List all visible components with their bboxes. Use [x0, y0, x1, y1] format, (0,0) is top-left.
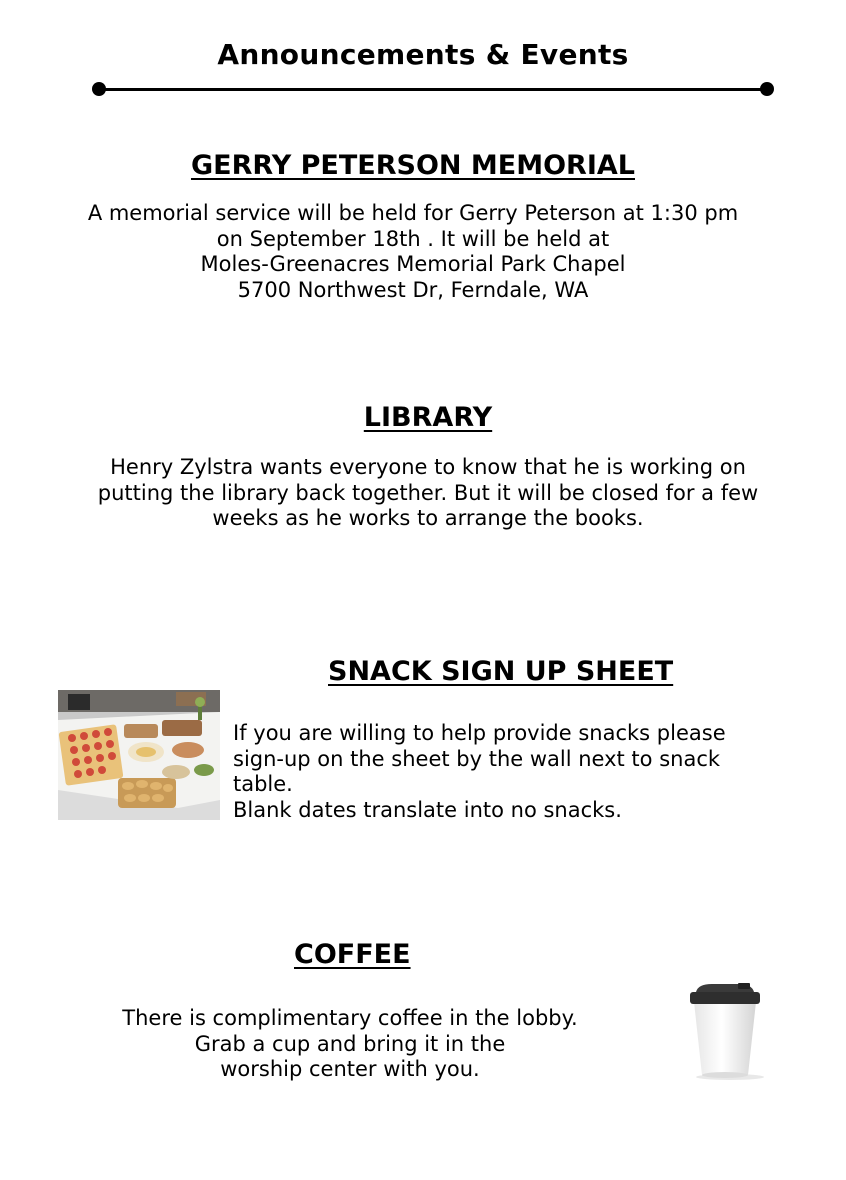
snack-heading: SNACK SIGN UP SHEET — [328, 656, 674, 687]
memorial-line: on September 18th . It will be held at — [216, 226, 610, 251]
coffee-line: There is complimentary coffee in the lobby. — [122, 1006, 578, 1030]
divider-dot-left — [92, 82, 106, 96]
snack-table-photo — [58, 690, 220, 820]
memorial-text — [40, 201, 786, 303]
library-line: weeks as he works to arrange the books. — [212, 506, 644, 530]
coffee-text — [90, 1006, 610, 1083]
memorial-line: Moles-Greenacres Memorial Park Chapel — [200, 252, 626, 276]
coffee-line: worship center with you. — [220, 1057, 480, 1081]
page-title: Announcements & Events — [217, 38, 629, 71]
memorial-line: A memorial service will be held for Gerry Peterson at 1:30 pm — [87, 201, 739, 225]
coffee-heading: COFFEE — [294, 939, 411, 970]
coffee-cup-icon — [682, 980, 774, 1082]
snack-line: Blank dates translate into no snacks. — [233, 797, 622, 822]
memorial-heading: GERRY PETERSON MEMORIAL — [190, 150, 635, 181]
snack-text — [233, 721, 823, 823]
memorial-line: 5700 Northwest Dr, Ferndale, WA — [237, 277, 589, 302]
library-line: putting the library back together. But it will be closed for a few — [97, 480, 759, 505]
library-text — [56, 455, 800, 532]
title-divider — [92, 82, 774, 96]
snack-line: If you are willing to help provide snacks please — [233, 721, 726, 745]
library-line: Henry Zylstra wants everyone to know that he is working on — [110, 455, 746, 479]
coffee-line: Grab a cup and bring it in the — [194, 1031, 506, 1056]
snack-line: table. — [233, 772, 293, 796]
divider-dot-right — [760, 82, 774, 96]
snack-line: sign-up on the sheet by the wall next to snack — [233, 746, 721, 771]
library-heading: LIBRARY — [363, 402, 493, 433]
